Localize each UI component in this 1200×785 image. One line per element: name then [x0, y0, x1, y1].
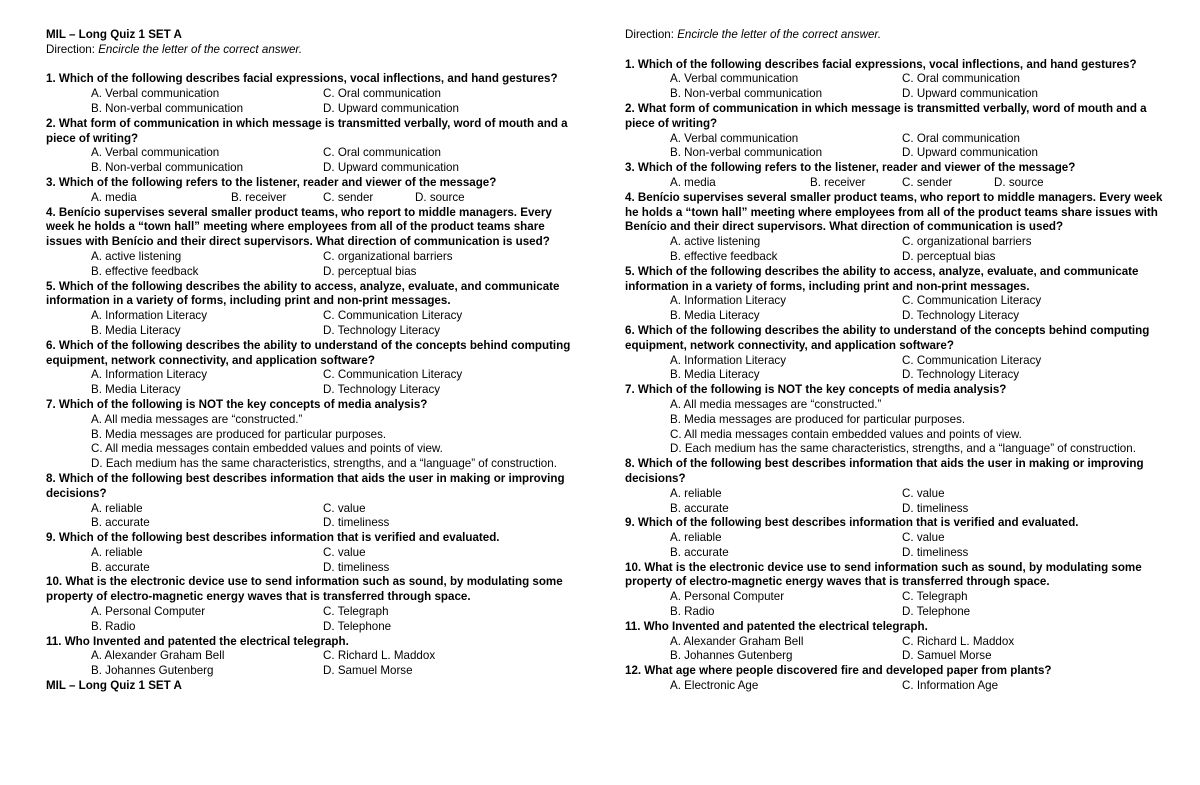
answer-option: C. Communication Literacy: [902, 353, 1042, 367]
question-item: [46, 575, 576, 634]
answer-option: C. Information Age: [902, 679, 999, 693]
options-row: [670, 235, 1165, 250]
question-text: 2. What form of communication in which message is transmitted verbally, word of mouth and a piece of writing?: [46, 116, 568, 145]
question-item: [46, 472, 576, 531]
question-list: [625, 58, 1165, 694]
options-row: [91, 161, 576, 176]
options-row: [91, 664, 576, 679]
options-row: [91, 605, 576, 620]
answer-option: C. organizational barriers: [902, 235, 1032, 249]
options-row: [670, 368, 1165, 383]
answer-option: C. Communication Literacy: [323, 368, 463, 382]
options-block: [625, 487, 1165, 517]
options-row: [91, 516, 576, 531]
answer-option: D. Upward communication: [323, 161, 459, 175]
options-row: [670, 590, 1165, 605]
quiz-column-right: [625, 28, 1165, 694]
question-item: [625, 324, 1165, 383]
answer-option: A. Information Literacy: [670, 353, 786, 367]
question-item: [625, 620, 1165, 664]
options-block: [46, 605, 576, 635]
options-row: [91, 546, 576, 561]
options-block: [46, 250, 576, 280]
answer-option: D. Technology Literacy: [902, 309, 1020, 323]
question-item: [625, 516, 1165, 560]
question-text: 6. Which of the following describes the ability to understand of the concepts behind computing equipment, network connectivity, and application software?: [625, 323, 1150, 352]
answer-option: A. Verbal communication: [670, 72, 799, 86]
options-row: [91, 502, 576, 517]
answer-option: D. Telephone: [323, 619, 392, 633]
answer-option: B. accurate: [670, 545, 729, 559]
answer-option: D. Upward communication: [323, 101, 459, 115]
answer-option: B. receiver: [231, 190, 287, 204]
question-item: [625, 457, 1165, 516]
options-block: [625, 398, 1165, 457]
answer-option: D. timeliness: [323, 516, 390, 530]
answer-option: B. Media Literacy: [670, 309, 760, 323]
question-text: 11. Who Invented and patented the electrical telegraph.: [625, 619, 928, 633]
answer-option: D. source: [994, 175, 1044, 189]
answer-option: A. Information Literacy: [670, 294, 786, 308]
question-item: [625, 664, 1165, 694]
question-text: 5. Which of the following describes the ability to access, analyze, evaluate, and communicate information in a variety of forms, including print and non-print messages.: [46, 279, 560, 308]
question-text: 5. Which of the following describes the ability to access, analyze, evaluate, and communicate information in a variety of forms, including print and non-print messages.: [625, 264, 1139, 293]
options-row: [670, 87, 1165, 102]
answer-option: A. Personal Computer: [670, 590, 785, 604]
options-block: [625, 176, 1165, 191]
options-block: [625, 354, 1165, 384]
options-block: [625, 294, 1165, 324]
answer-option: C. Richard L. Maddox: [323, 649, 436, 663]
answer-option: C. value: [902, 531, 945, 545]
options-row: [91, 250, 576, 265]
answer-option: D. Each medium has the same characteristics, strengths, and a “language” of construction.: [670, 442, 1136, 456]
answer-option: C. Oral communication: [902, 131, 1020, 145]
answer-option: D. Samuel Morse: [323, 664, 413, 678]
answer-option: D. Upward communication: [902, 146, 1038, 160]
direction-line: Direction: Encircle the letter of the correct answer.: [46, 42, 303, 56]
answer-option: B. Media Literacy: [91, 323, 181, 337]
answer-option: B. effective feedback: [91, 264, 199, 278]
answer-option: B. Non-verbal communication: [91, 161, 244, 175]
question-text: 10. What is the electronic device use to send information such as sound, by modulating some property of electro-magnetic energy waves that is transferred through space.: [46, 575, 563, 604]
answer-option: B. receiver: [810, 175, 866, 189]
question-text: 8. Which of the following best describes information that aids the user in making or improving decisions?: [625, 457, 1144, 485]
answer-option: A. reliable: [91, 501, 143, 515]
answer-option: A. media: [91, 190, 137, 204]
answer-option: B. accurate: [670, 501, 729, 515]
options-row: [670, 531, 1165, 546]
answer-option: A. Verbal communication: [91, 87, 220, 101]
answer-option: A. All media messages are “constructed.”: [670, 397, 882, 411]
options-row: [670, 546, 1165, 561]
question-text: 2. What form of communication in which message is transmitted verbally, word of mouth and a piece of writing?: [625, 101, 1147, 130]
options-block: [46, 191, 576, 206]
answer-option: C. All media messages contain embedded values and points of view.: [91, 442, 443, 456]
answer-option: A. Information Literacy: [91, 368, 207, 382]
question-item: [46, 635, 576, 679]
options-row: [670, 502, 1165, 517]
answer-option: D. Each medium has the same characteristics, strengths, and a “language” of construction.: [91, 457, 557, 471]
direction-label: Direction: [625, 28, 671, 41]
answer-option: A. All media messages are “constructed.”: [91, 412, 303, 426]
question-text: 12. What age where people discovered fire and developed paper from plants?: [625, 664, 1052, 678]
options-block: [46, 368, 576, 398]
answer-option: B. Radio: [91, 619, 136, 633]
answer-option: C. Telegraph: [902, 590, 968, 604]
direction-text: Encircle the letter of the correct answer.: [677, 28, 882, 41]
question-item: [46, 531, 576, 575]
question-text: 3. Which of the following refers to the listener, reader and viewer of the message?: [625, 161, 1076, 175]
question-text: 7. Which of the following is NOT the key concepts of media analysis?: [625, 383, 1007, 397]
question-text: 7. Which of the following is NOT the key concepts of media analysis?: [46, 397, 428, 411]
direction-line: Direction: Encircle the letter of the correct answer.: [625, 28, 882, 41]
answer-option: C. value: [902, 486, 945, 500]
question-item: [625, 561, 1165, 620]
answer-option: D. Samuel Morse: [902, 649, 992, 663]
question-item: [46, 206, 576, 280]
question-text: 9. Which of the following best describes information that is verified and evaluated.: [625, 516, 1079, 530]
answer-option: B. Johannes Gutenberg: [670, 649, 793, 663]
answer-option: B. Radio: [670, 605, 715, 619]
answer-option: C. Oral communication: [902, 72, 1020, 86]
question-list: [46, 72, 576, 679]
options-row: [670, 487, 1165, 502]
direction-text: Encircle the letter of the correct answer.: [98, 42, 303, 56]
answer-option: D. timeliness: [902, 545, 969, 559]
answer-option: D. Technology Literacy: [902, 368, 1020, 382]
answer-option: C. Communication Literacy: [323, 309, 463, 323]
question-text: 11. Who Invented and patented the electrical telegraph.: [46, 634, 349, 648]
options-row: [670, 649, 1165, 664]
answer-option: C. Communication Literacy: [902, 294, 1042, 308]
answer-option: C. Richard L. Maddox: [902, 634, 1015, 648]
options-block: [625, 72, 1165, 102]
question-item: [625, 161, 1165, 191]
options-row: [91, 561, 576, 576]
options-block: [625, 531, 1165, 561]
options-block: [625, 679, 1165, 694]
answer-option: C. Oral communication: [323, 146, 441, 160]
answer-option: B. accurate: [91, 560, 150, 574]
answer-option: D. source: [415, 190, 465, 204]
options-row: [91, 87, 576, 102]
answer-option: C. All media messages contain embedded values and points of view.: [670, 427, 1022, 441]
answer-option: C. organizational barriers: [323, 249, 453, 263]
question-item: [625, 102, 1165, 161]
answer-option: A. media: [670, 175, 716, 189]
question-item: [625, 265, 1165, 324]
options-block: [46, 309, 576, 339]
answer-option: B. accurate: [91, 516, 150, 530]
answer-option: C. value: [323, 545, 366, 559]
question-item: [46, 280, 576, 339]
answer-option: C. Oral communication: [323, 87, 441, 101]
question-text: 10. What is the electronic device use to send information such as sound, by modulating some property of electro-magnetic energy waves that is transferred through space.: [625, 560, 1142, 589]
options-block: [46, 413, 576, 472]
options-row: [670, 635, 1165, 650]
options-row: [670, 294, 1165, 309]
answer-option: D. Telephone: [902, 605, 971, 619]
answer-option: B. Non-verbal communication: [670, 87, 823, 101]
options-row: [670, 176, 1165, 191]
answer-option: D. timeliness: [323, 560, 390, 574]
options-row: [91, 146, 576, 161]
question-item: [46, 72, 576, 116]
answer-option: D. Technology Literacy: [323, 323, 441, 337]
question-item: [625, 191, 1165, 265]
answer-option: D. Upward communication: [902, 87, 1038, 101]
direction-label: Direction: [46, 42, 92, 56]
options-row: [91, 102, 576, 117]
options-row: [670, 146, 1165, 161]
question-text: 3. Which of the following refers to the listener, reader and viewer of the message?: [46, 175, 497, 189]
answer-option: A. active listening: [670, 235, 761, 249]
answer-option: C. Telegraph: [323, 605, 389, 619]
options-block: [625, 590, 1165, 620]
options-block: [625, 235, 1165, 265]
options-row: [670, 309, 1165, 324]
options-block: [46, 546, 576, 576]
options-row: [91, 383, 576, 398]
quiz-column-left: [46, 28, 576, 694]
answer-option: A. Verbal communication: [91, 146, 220, 160]
options-row: [670, 605, 1165, 620]
question-item: [46, 176, 576, 206]
answer-option: A. Verbal communication: [670, 131, 799, 145]
options-row: [91, 324, 576, 339]
answer-option: C. sender: [902, 175, 953, 189]
answer-option: B. Media messages are produced for particular purposes.: [670, 412, 966, 426]
options-row: [91, 368, 576, 383]
options-row: [91, 191, 576, 206]
answer-option: A. Alexander Graham Bell: [91, 649, 225, 663]
options-block: [46, 649, 576, 679]
options-row: [670, 72, 1165, 87]
question-text: 6. Which of the following describes the ability to understand of the concepts behind computing equipment, network connectivity, and application software?: [46, 338, 571, 367]
options-block: [46, 87, 576, 117]
answer-option: A. reliable: [670, 486, 722, 500]
question-item: [46, 339, 576, 398]
question-text: 4. Benício supervises several smaller product teams, who report to middle managers. Every week he holds a “town hall” meeting where employees from all of the product teams share issues with Benício and their direct supervisors. What direction of communication is used?: [46, 205, 552, 249]
options-row: [91, 265, 576, 280]
answer-option: B. Media messages are produced for particular purposes.: [91, 427, 387, 441]
options-row: [91, 620, 576, 635]
question-text: 1. Which of the following describes facial expressions, vocal inflections, and hand gestures?: [46, 72, 558, 86]
question-text: 8. Which of the following best describes information that aids the user in making or improving decisions?: [46, 471, 565, 500]
question-item: [46, 117, 576, 176]
question-text: 1. Which of the following describes facial expressions, vocal inflections, and hand gestures?: [625, 57, 1137, 71]
options-block: [46, 146, 576, 176]
options-row: [670, 354, 1165, 369]
answer-option: A. Electronic Age: [670, 679, 759, 693]
answer-option: D. perceptual bias: [323, 264, 417, 278]
answer-option: C. sender: [323, 190, 374, 204]
answer-option: A. reliable: [91, 545, 143, 559]
answer-option: A. active listening: [91, 249, 182, 263]
options-row: [670, 250, 1165, 265]
answer-option: A. Alexander Graham Bell: [670, 634, 804, 648]
answer-option: D. Technology Literacy: [323, 383, 441, 397]
options-row: [91, 309, 576, 324]
options-block: [46, 502, 576, 532]
options-row: [670, 679, 1165, 694]
answer-option: A. Information Literacy: [91, 309, 207, 323]
answer-option: B. Media Literacy: [670, 368, 760, 382]
answer-option: D. perceptual bias: [902, 249, 996, 263]
quiz-footer-title: MIL – Long Quiz 1 SET A: [46, 679, 182, 693]
answer-option: C. value: [323, 501, 366, 515]
answer-option: D. timeliness: [902, 501, 969, 515]
options-block: [625, 132, 1165, 162]
question-item: [625, 58, 1165, 102]
answer-option: B. effective feedback: [670, 249, 778, 263]
answer-option: B. Non-verbal communication: [670, 146, 823, 160]
answer-option: B. Non-verbal communication: [91, 101, 244, 115]
question-text: 4. Benício supervises several smaller product teams, who report to middle managers. Every week he holds a “town hall” meeting where employees from all of the product teams share issues with Benício and their direct supervisors. What direction of communication is used?: [625, 190, 1163, 234]
answer-option: B. Media Literacy: [91, 383, 181, 397]
answer-option: A. Personal Computer: [91, 605, 206, 619]
options-row: [670, 132, 1165, 147]
answer-option: A. reliable: [670, 531, 722, 545]
question-item: [46, 398, 576, 472]
options-row: [91, 649, 576, 664]
answer-option: B. Johannes Gutenberg: [91, 664, 214, 678]
quiz-title: MIL – Long Quiz 1 SET A: [46, 28, 182, 41]
options-block: [625, 635, 1165, 665]
question-text: 9. Which of the following best describes information that is verified and evaluated.: [46, 531, 500, 545]
question-item: [625, 383, 1165, 457]
